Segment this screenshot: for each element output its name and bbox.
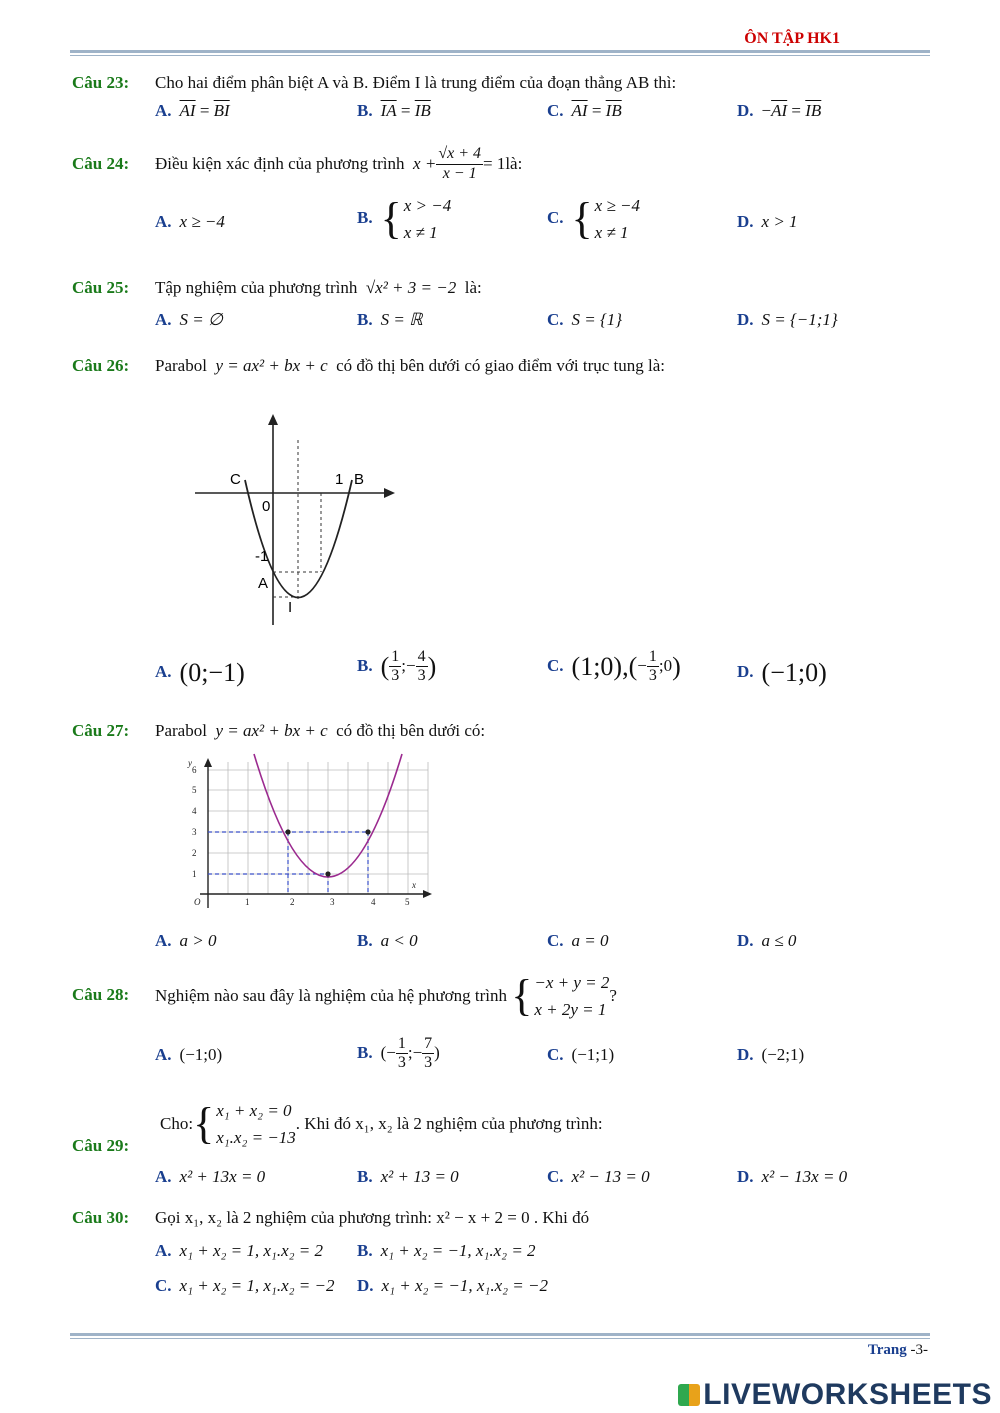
q25-label: Câu 25:: [72, 278, 130, 297]
fig26-label-b: B: [354, 471, 365, 488]
q24-option-a[interactable]: A. x ≥ −4: [155, 212, 225, 231]
top-rule: [70, 50, 930, 53]
fig26-x-arrow: [384, 488, 395, 498]
q26-option-c[interactable]: C. (1;0),(− $\frac{1}{3}$ ;0): [547, 648, 681, 685]
q28-option-b[interactable]: B. (− $\frac{1}{3}$ ;− $\frac{7}{3}$ ): [357, 1035, 440, 1072]
q24-option-d[interactable]: D. x > 1: [737, 212, 798, 231]
fig27-point-3-1: [325, 871, 330, 876]
bottom-rule-thin: [70, 1338, 930, 1339]
fig26-label-i: I: [288, 599, 293, 616]
q23-option-a[interactable]: A. $\overline{AI} = \overline{BI}$: [155, 101, 230, 120]
q27-text: Parabol y = ax² + bx + c có đồ thị bên dưới có:: [155, 721, 486, 740]
q26-text: Parabol y = ax² + bx + c có đồ thị bên dưới có giao điểm với trục tung là:: [155, 356, 666, 375]
q28-option-c[interactable]: C. (−1;1): [547, 1045, 615, 1064]
fig27-x-arrow: [423, 890, 432, 898]
q28-option-d[interactable]: D. (−2;1): [737, 1045, 805, 1064]
q30-option-d[interactable]: D. x₁ + x₂ = −1, x₁.x₂ = −2: [357, 1276, 548, 1295]
top-rule-thin: [70, 55, 930, 56]
q26-option-d[interactable]: D. (−1;0): [737, 658, 827, 687]
fig27-ytick-4: 4: [192, 806, 197, 816]
q23-option-c[interactable]: C. $\overline{AI} = \overline{IB}$: [547, 101, 622, 120]
q27-label: Câu 27:: [72, 721, 130, 740]
q26-parabola-figure: [190, 410, 410, 630]
fig26-label-c: C: [230, 471, 241, 488]
q30-option-b[interactable]: B. x₁ + x₂ = −1, x₁.x₂ = 2: [357, 1241, 536, 1260]
q26-option-a[interactable]: A. (0;−1): [155, 658, 245, 687]
q25-option-a[interactable]: A. S = ∅: [155, 310, 223, 329]
fig27-xtick-1: 1: [245, 897, 250, 907]
fig27-xtick-4: 4: [371, 897, 376, 907]
q23-label: Câu 23:: [72, 73, 130, 92]
fig27-point-2-3: [285, 829, 290, 834]
liveworksheets-logo[interactable]: LIVEWORKSHEETS: [678, 1378, 992, 1412]
q27-option-a[interactable]: A. a > 0: [155, 931, 217, 950]
q24-text: Điều kiện xác định của phương trình x + $\frac{√x + 4}{x - 1}$ = 1là:: [155, 145, 523, 182]
bottom-rule: [70, 1333, 930, 1336]
fig26-label-one: 1: [335, 471, 344, 488]
q28-label: Câu 28:: [72, 985, 130, 1004]
q26-option-b[interactable]: B. ( $\frac{1}{3}$ ;− $\frac{4}{3}$ ): [357, 648, 437, 685]
q27-option-c[interactable]: C. a = 0: [547, 931, 609, 950]
fig27-origin-label: O: [194, 897, 201, 907]
q27-option-d[interactable]: D. a ≤ 0: [737, 931, 797, 950]
q29-text: Cho: { x₁ + x₂ = 0 x₁.x₂ = −13 . Khi đó x₁, x₂ là 2 nghiệm của phương trình:: [160, 1094, 603, 1154]
q29-option-a[interactable]: A. x² + 13x = 0: [155, 1167, 266, 1186]
fig26-label-minus1: -1: [255, 548, 269, 565]
q30-option-c[interactable]: C. x₁ + x₂ = 1, x₁.x₂ = −2: [155, 1276, 335, 1295]
fig27-ytick-1: 1: [192, 869, 197, 879]
fig27-x-label: x: [412, 880, 416, 890]
fig27-ytick-2: 2: [192, 848, 197, 858]
q29-system: { x₁ + x₂ = 0 x₁.x₂ = −13: [193, 1099, 296, 1148]
fig26-y-arrow: [268, 414, 278, 425]
fig27-xtick-5: 5: [405, 897, 410, 907]
q24-fraction: $\frac{√x + 4}{x - 1}$: [438, 145, 481, 182]
q30-label: Câu 30:: [72, 1208, 130, 1227]
fig27-y-label: y: [188, 758, 192, 768]
q27-graph-figure: [180, 752, 435, 910]
fig26-label-zero: 0: [262, 498, 271, 515]
q30-option-a[interactable]: A. x₁ + x₂ = 1, x₁.x₂ = 2: [155, 1241, 324, 1260]
q25-option-b[interactable]: B. S = ℝ: [357, 310, 423, 329]
q30-text: Gọi x₁, x₂ là 2 nghiệm của phương trình: x² − x + 2 = 0 . Khi đó: [155, 1208, 590, 1227]
q25-option-d[interactable]: D. S = {−1;1}: [737, 310, 838, 329]
q24-option-b[interactable]: B. { x > −4 x ≠ 1: [357, 194, 452, 244]
q23-option-d[interactable]: D. $-\overline{AI} = \overline{IB}$: [737, 101, 822, 120]
q25-option-c[interactable]: C. S = {1}: [547, 310, 623, 329]
q29-label: Câu 29:: [72, 1136, 130, 1155]
page-number: Trang -3-: [867, 1342, 928, 1358]
q28-text: Nghiệm nào sau đây là nghiệm của hệ phương trình { −x + y = 2 x + 2y = 1 ?: [155, 966, 617, 1026]
q27-option-b[interactable]: B. a < 0: [357, 931, 418, 950]
logo-badge-icon: [678, 1384, 700, 1406]
q25-text: Tập nghiệm của phương trình √x² + 3 = −2 là:: [155, 278, 482, 297]
fig27-ytick-3: 3: [192, 827, 197, 837]
q29-option-c[interactable]: C. x² − 13 = 0: [547, 1167, 650, 1186]
q24-option-c[interactable]: C. { x ≥ −4 x ≠ 1: [547, 194, 641, 244]
q23-option-b[interactable]: B. $\overline{IA} = \overline{IB}$: [357, 101, 431, 120]
q28-option-a[interactable]: A. (−1;0): [155, 1045, 223, 1064]
fig27-ytick-5: 5: [192, 785, 197, 795]
header-title: ÔN TẬP HK1: [744, 30, 840, 47]
fig27-ytick-6: 6: [192, 765, 197, 775]
q28-system: { −x + y = 2 x + 2y = 1: [511, 971, 610, 1020]
fig27-y-arrow: [204, 758, 212, 767]
fig27-point-4-3: [365, 829, 370, 834]
q23-text: Cho hai điểm phân biệt A và B. Điểm I là trung điểm của đoạn thẳng AB thì:: [155, 73, 677, 92]
q29-option-b[interactable]: B. x² + 13 = 0: [357, 1167, 459, 1186]
fig27-xtick-3: 3: [330, 897, 335, 907]
q26-label: Câu 26:: [72, 356, 130, 375]
fig26-label-a: A: [258, 575, 269, 592]
fig27-xtick-2: 2: [290, 897, 295, 907]
q29-option-d[interactable]: D. x² − 13x = 0: [737, 1167, 848, 1186]
q24-label: Câu 24:: [72, 154, 130, 173]
